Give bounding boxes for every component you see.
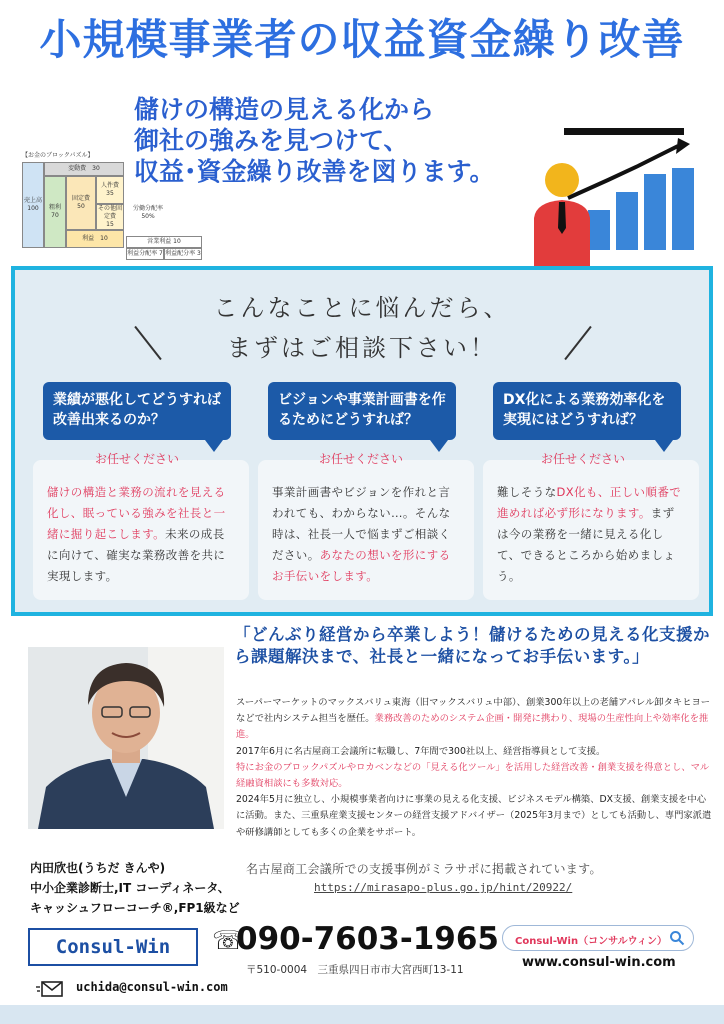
question-box-1: 業績が悪化してどうすれば改善出来るのか？ [43, 382, 231, 440]
consultant-title-2: キャッシュフローコーチ®,FP1級など [30, 901, 240, 915]
answer-3-red: DX化も、正しい順番で進めれば必ず形になります。 [497, 485, 682, 520]
puzzle-labor-value: 35 [106, 190, 114, 197]
business-growth-illustration [528, 118, 708, 268]
puzzle-row: 営業利益 10 [126, 236, 202, 248]
puzzle-labor-ratio: 労働分配率50% [132, 205, 163, 220]
phone-number-text: 090-7603-1965 [236, 921, 500, 957]
answer-2-plain: 事業計画書やビジョンを作れと言われても、わからない…。そんな時は、社長一人で悩まずご相談ください。 [272, 485, 451, 562]
company-logo: Consul-Win [28, 928, 198, 966]
puzzle-margin [44, 176, 66, 248]
mirasapo-notice: 名古屋商工会議所での支援事例がミラサポに掲載されています。 [246, 862, 602, 876]
answer-1-plain: 未来の成長に向けて、確実な業務改善を共に実現します。 [47, 527, 226, 583]
question-box-3: DX化による業務効率化を実現にはどうすれば？ [493, 382, 681, 440]
consultation-panel [11, 266, 713, 616]
biography [236, 695, 712, 841]
lead-line-1: 儲けの構造の見える化から [134, 95, 435, 124]
search-box[interactable] [502, 925, 694, 951]
block-puzzle-diagram [22, 150, 202, 265]
consultant-name: 内田欣也(うちだ きんや) [30, 861, 166, 875]
puzzle-labor-label: 人件費 [100, 182, 119, 189]
question-box-2: ビジョンや事業計画書を作るためにどうすれば？ [268, 382, 456, 440]
puzzle-other-fixed [96, 204, 124, 230]
puzzle-fixed-label: 固定費 [71, 195, 90, 202]
answer-box-3 [483, 460, 699, 600]
email-link[interactable]: uchida@consul-win.com [76, 980, 228, 994]
bio-paragraph: 2024年5月に独立し、小規模事業者向けに事業の見える化支援、ビジネスモデル構築、DX支援、創業支援を中心に活動。また、三重県産業支援センターの経営支援アドバイザー（2025年3月まで）としても活動し、専門家派遣や研修講師としても多くの企業をサポート。 [236, 794, 712, 838]
footer-band [0, 1005, 724, 1024]
lead-line-3: 収益･資金繰り改善を図ります。 [134, 157, 495, 186]
bio-paragraph: 特にお金のブロックパズルやロカベンなどの「見える化ツール」を活用した経営改善・創業支援を得意とし、マル経融資相談にも多数対応。 [236, 761, 710, 790]
answer-2-red: あなたの想いを形にするお手伝いをします。 [272, 548, 451, 583]
puzzle-margin-value: 70 [51, 212, 59, 219]
bio-paragraph [236, 695, 712, 744]
omakase-label: お任せください [319, 452, 404, 466]
puzzle-margin-label: 粗利 [48, 204, 61, 211]
search-label: Consul-Win（コンサルウィン） [515, 936, 668, 947]
mirasapo-link[interactable]: https://mirasapo-plus.go.jp/hint/20922/ [314, 881, 573, 894]
page-title: 小規模事業者の収益資金繰り改善 [39, 15, 685, 64]
puzzle-profit: 利益 10 [66, 230, 124, 248]
consultant-title-1: 中小企業診断士,IT コーディネータ、 [30, 881, 230, 895]
answer-3-plain: まずは今の業務を一緒に見える化して、できるところから始めましょう。 [497, 506, 676, 583]
website-link[interactable]: www.consul-win.com [522, 955, 676, 970]
puzzle-caption: 【お金のブロックパズル】 [22, 152, 94, 159]
search-icon [669, 930, 685, 946]
puzzle-row: 利益配分率 3 [164, 248, 202, 260]
answer-1-red: 儲けの構造と業務の流れを見える化し、眠っている強みを社長と一緒に掘り起こします。 [47, 485, 226, 541]
question-tail [655, 440, 673, 452]
answer-3-pre: 難しそうな [497, 485, 557, 499]
puzzle-labor [96, 176, 124, 204]
puzzle-fixed-value: 50 [77, 203, 85, 210]
panel-heading-2: まずはご相談下さい！ [227, 334, 497, 362]
mail-icon [36, 979, 64, 999]
bio-p1-red: 業務改善のためのシステム企画・開発に携わり、現場の生産性向上や効率化を推進。 [236, 713, 709, 741]
puzzle-fixed [66, 176, 96, 230]
quote-text: 「どんぶり経営から卒業しよう！儲けるための見える化支援から課題解決まで、社長と一緒になってお手伝います。」 [234, 625, 710, 666]
consultant-profile [30, 858, 240, 918]
bio-paragraph: 2017年6月に名古屋商工会議所に転職し、7年間で300社以上、経営指導員として支援。 [236, 745, 606, 757]
puzzle-variable-cost: 変動費 30 [44, 162, 124, 176]
puzzle-row: 利益分配率 7 [126, 248, 164, 260]
phone-icon: ☏ [212, 926, 245, 956]
question-tail [205, 440, 223, 452]
omakase-label: お任せください [95, 452, 180, 466]
puzzle-sales-label: 売上高 [23, 197, 42, 204]
puzzle-other-label: その他固定費 [97, 205, 122, 220]
puzzle-sales-value: 100 [27, 205, 39, 212]
puzzle-other-value: 15 [106, 221, 114, 228]
answer-box-1 [33, 460, 249, 600]
panel-heading-1: こんなことに悩んだら、 [213, 294, 511, 322]
answer-box-2 [258, 460, 474, 600]
omakase-label: お任せください [541, 452, 626, 466]
consultant-photo [28, 647, 224, 829]
lead-line-2: 御社の強みを見つけて、 [134, 126, 409, 155]
phone-number[interactable] [212, 921, 499, 957]
bio-p1-text: スーパーマーケットのマックスバリュ東海（旧マックスバリュ中部）、創業300年以上の老舗アパレル卸タキヒヨーなどで社内システム担当を歴任。 [236, 697, 711, 725]
puzzle-sales [22, 162, 44, 248]
address: 〒510-0004 三重県四日市市大宮西町13-11 [246, 964, 464, 976]
question-tail [430, 440, 448, 452]
